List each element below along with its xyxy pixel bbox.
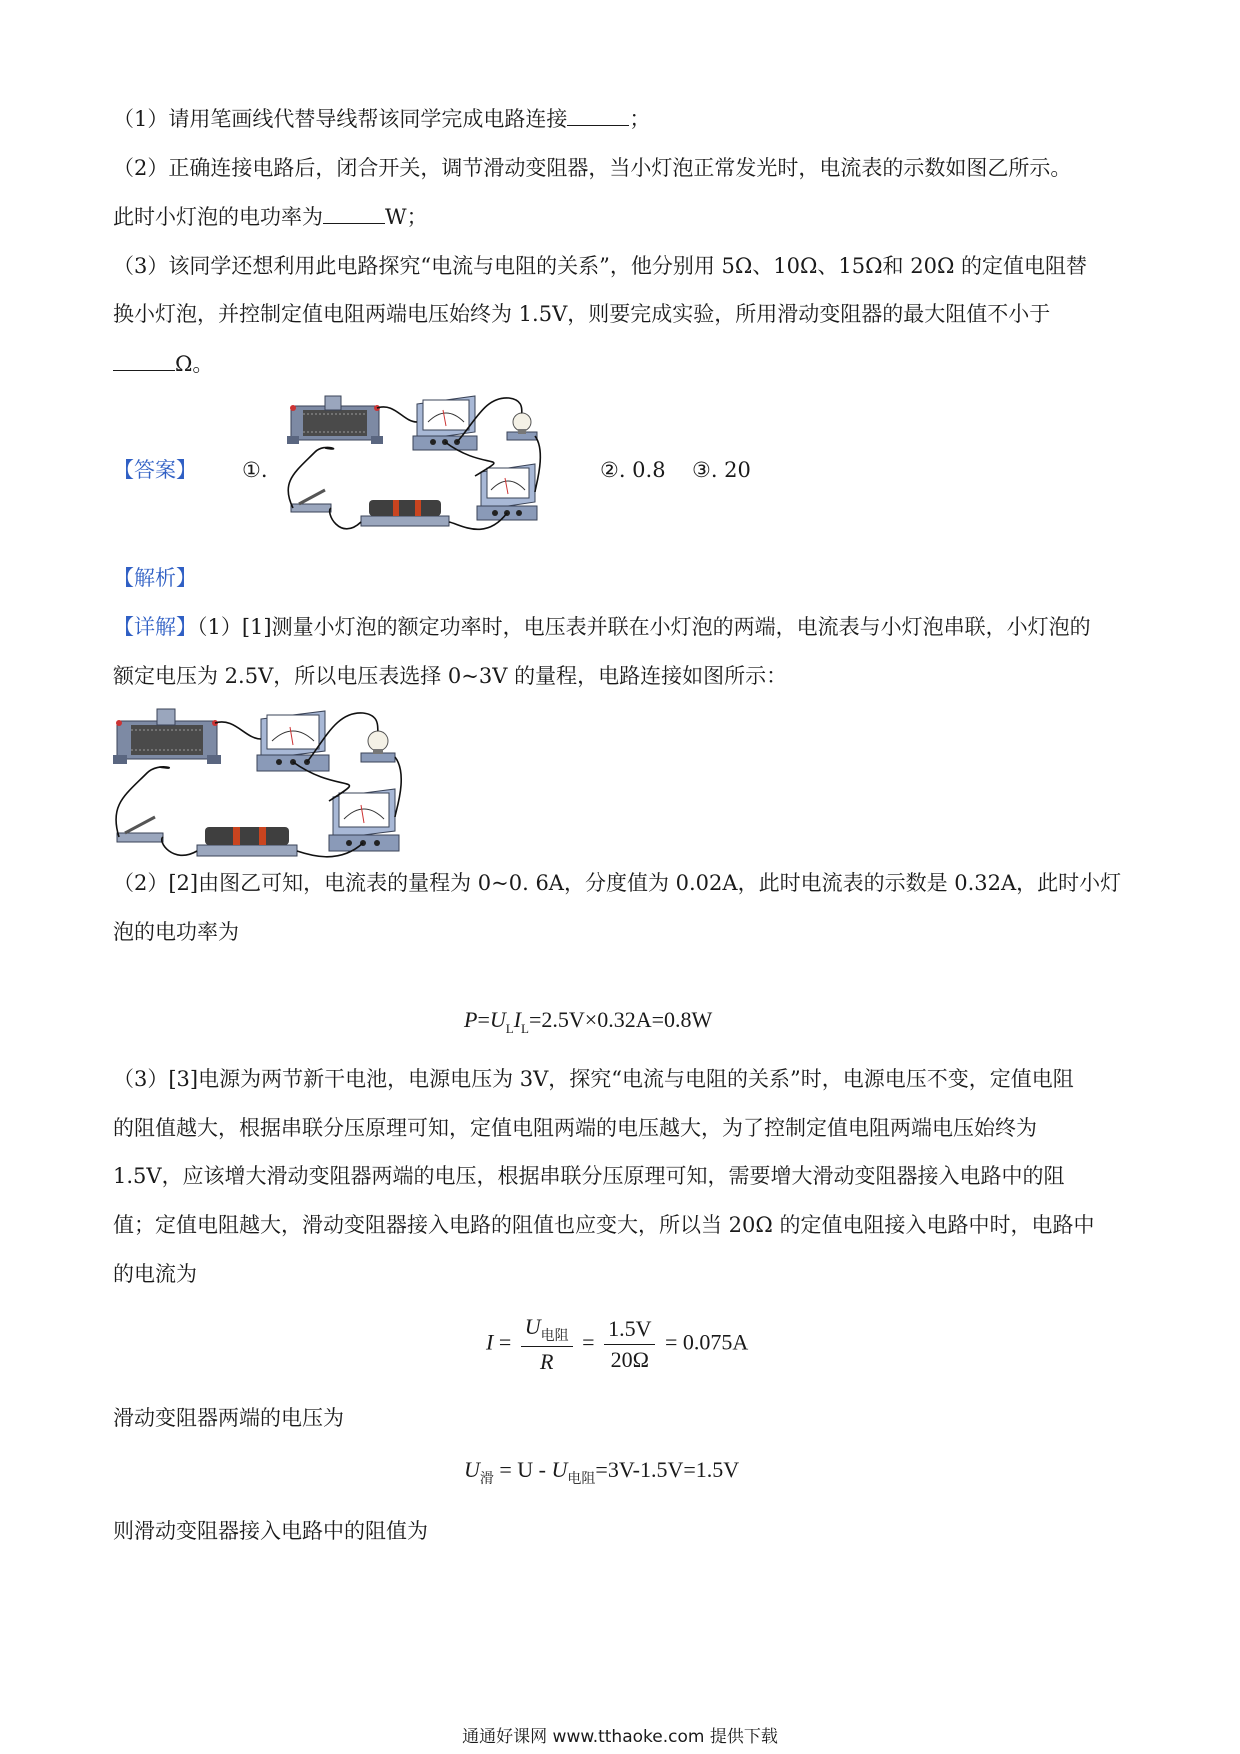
detail-line-9: 的电流为 [113, 1262, 197, 1286]
fraction-numerator: 1.5V [604, 1314, 655, 1345]
detail-line-7: 1.5V，应该增大滑动变阻器两端的电压，根据串联分压原理可知，需要增大滑动变阻器接入电路中的阻 [113, 1164, 1065, 1188]
answer-blank [113, 348, 175, 371]
question-2-line-1: （2）正确连接电路后，闭合开关，调节滑动变阻器，当小灯泡正常发光时，电流表的示数如图乙所示。 [113, 156, 1072, 180]
formula-equals: = [582, 1329, 595, 1355]
fraction-values [604, 1314, 655, 1375]
question-3-end: Ω。 [175, 352, 214, 376]
rheostat-voltage-formula [464, 1455, 739, 1489]
question-3-line-3 [113, 348, 213, 379]
fraction-numerator [521, 1312, 573, 1347]
answer-item-2: ②. 0.8 [600, 458, 666, 482]
question-1-text: （1）请用笔画线代替导线帮该同学完成电路连接 [113, 107, 568, 131]
formula-symbol: R [539, 1349, 554, 1374]
question-1-end: ； [629, 107, 651, 131]
answer-blank [323, 201, 385, 224]
detail-line-4: 泡的电功率为 [113, 920, 239, 944]
switch-icon [291, 490, 331, 512]
formula-symbol: U [524, 1314, 541, 1339]
detail-text: （1）[1]测量小灯泡的额定功率时，电压表并联在小灯泡的两端，电流表与小灯泡串联，小灯泡的 [197, 615, 1091, 639]
answer-label: 【答案】 [113, 458, 197, 482]
formula-result: =3V-1.5V=1.5V [595, 1457, 740, 1482]
question-3-line-2: 换小灯泡，并控制定值电阻两端电压始终为 1.5V，则要完成实验，所用滑动变阻器的最大阻值不小于 [113, 302, 1051, 326]
current-formula [486, 1312, 748, 1377]
formula-middle: = U - [493, 1457, 552, 1482]
explanation-circuit-diagram [113, 705, 433, 865]
detail-line-11: 则滑动变阻器接入电路中的阻值为 [113, 1519, 428, 1543]
question-1 [113, 103, 650, 134]
answer-item-1: ①. [242, 458, 268, 482]
rheostat-icon [287, 396, 383, 444]
footer-watermark: 通通好课网 www.tthaoke.com 提供下载 [462, 1727, 778, 1747]
formula-subscript: L [505, 1021, 514, 1036]
detail-label: 【详解】 [113, 615, 197, 639]
formula-equals: = [498, 1329, 512, 1355]
formula-subscript: 电阻 [540, 1329, 569, 1344]
answer-blank [567, 103, 629, 126]
formula-symbol: I [513, 1007, 522, 1032]
detail-line-5: （3）[3]电源为两节新干电池，电源电压为 3V，探究“电流与电阻的关系”时，电源电压不变，定值电阻 [113, 1067, 1074, 1091]
detail-line-3: （2）[2]由图乙可知，电流表的量程为 0~0. 6A，分度值为 0.02A，此时电流表的示数是 0.32A，此时小灯 [113, 871, 1122, 895]
rheostat-icon [113, 709, 221, 764]
analysis-label: 【解析】 [113, 566, 197, 590]
question-2-end: W； [385, 205, 428, 229]
formula-result: =2.5V×0.32A=0.8W [529, 1007, 713, 1032]
battery-icon [361, 500, 449, 526]
detail-line-10: 滑动变阻器两端的电压为 [113, 1406, 344, 1430]
fraction-denominator: 20Ω [610, 1347, 649, 1372]
ammeter-icon [477, 464, 537, 520]
formula-symbol: U [464, 1457, 480, 1482]
detail-line-6: 的阻值越大，根据串联分压原理可知，定值电阻两端的电压越大，为了控制定值电阻两端电压始终为 [113, 1116, 1037, 1140]
formula-symbol: U [489, 1007, 506, 1032]
formula-subscript: 滑 [479, 1472, 494, 1487]
answer-circuit-diagram [285, 392, 565, 542]
detail-line-1 [113, 612, 1091, 642]
formula-subscript: L [521, 1021, 529, 1036]
ammeter-icon [329, 789, 399, 851]
bulb-icon [507, 413, 537, 440]
detail-line-2: 额定电压为 2.5V，所以电压表选择 0~3V 的量程，电路连接如图所示： [113, 664, 788, 688]
formula-equals: = [477, 1007, 490, 1032]
fraction-voltage-over-resistance [521, 1312, 573, 1377]
formula-symbol: U [551, 1457, 568, 1482]
question-2-text: 此时小灯泡的电功率为 [113, 205, 323, 229]
question-2-line-2 [113, 201, 428, 232]
answer-item-3: ③. 20 [692, 458, 751, 482]
formula-symbol: I [486, 1329, 494, 1355]
fraction-denominator [521, 1347, 573, 1377]
question-3-line-1: （3）该同学还想利用此电路探究“电流与电阻的关系”，他分别用 5Ω、10Ω、15Ω和 20Ω 的定值电阻替 [113, 254, 1088, 278]
battery-icon [197, 827, 297, 856]
detail-line-8: 值；定值电阻越大，滑动变阻器接入电路的阻值也应变大，所以当 20Ω 的定值电阻接入电路中时，电路中 [113, 1213, 1095, 1237]
bulb-icon [361, 731, 395, 762]
formula-subscript: 电阻 [567, 1472, 596, 1487]
voltmeter-icon [413, 396, 477, 450]
formula-symbol: P [464, 1007, 478, 1032]
formula-result: = 0.075A [664, 1329, 749, 1355]
switch-icon [117, 817, 163, 842]
power-formula [464, 1005, 712, 1038]
